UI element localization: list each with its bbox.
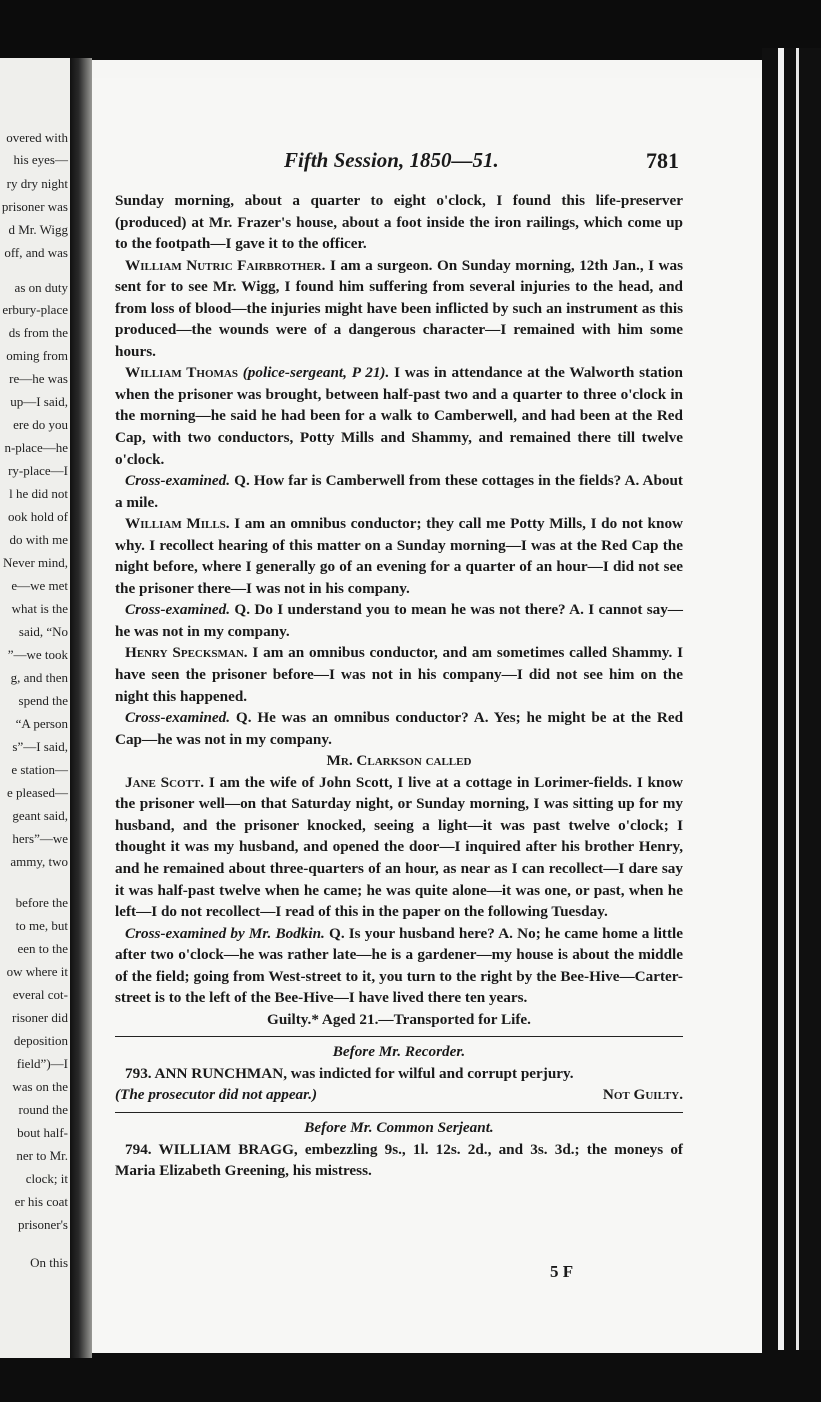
left-page-text: erbury-place <box>2 302 68 317</box>
left-page-text: deposition <box>13 1033 68 1048</box>
left-page-text: risoner did <box>12 1010 68 1025</box>
case-note: (The prosecutor did not appear.) <box>115 1086 318 1104</box>
left-page-text: een to the <box>17 941 68 956</box>
left-page-text: before the <box>15 895 68 910</box>
left-page-text: e station— <box>11 762 68 777</box>
left-page-text: ner to Mr. <box>16 1148 68 1163</box>
court-heading: Before Mr. Common Serjeant. <box>304 1118 494 1136</box>
left-page-text: up—I said, <box>10 394 68 409</box>
left-page-text: oming from <box>6 348 68 363</box>
left-page-text: e—we met <box>11 578 68 593</box>
paragraph: William Nutric Fairbrother. I am a surgeon. On Sunday morning, 12th Jan., I was sent for to see Mr. Wigg, I found him suffering from several injuries to the head, and from loss of blood—the injuries might have been inflicted by such an instrument as this produced—the wounds were of a dangerous character—I remained with him some hours. <box>115 256 684 360</box>
court-heading: Before Mr. Recorder. <box>332 1043 466 1061</box>
paragraph: William Thomas (police-sergeant, P 21). I was in attendance at the Walworth station when the prisoner was brought, between half-past two and a quarter to three o'clock in the morning—he said he had been for a walk to Camberwell, and had been at the Red Cap, with two conductors, Potty Mills and Shammy, and remained there till twelve o'clock. <box>115 364 683 468</box>
paragraph: Jane Scott. I am the wife of John Scott, I live at a cottage in Lorimer-fields. I know the prisoner well—on that Saturday night, or Sunday morning, I was sitting up for my husband, and the prisoner knocked, seeing a light—it was past twelve o'clock; I thought it was my husband, and opened the door—I inquired after his brother Henry, and he remained about three-quarters of an hour, as near as I can recollect—I dare say it was half-past twelve when he came; he was quite alone—it was one, or past, when he left—I do not recollect—I read of this in the paper on the following Tuesday. <box>115 773 683 921</box>
left-page-text: to me, but <box>15 918 68 933</box>
left-page-text: ds from the <box>8 325 68 340</box>
page-edge-stripe <box>778 48 784 1358</box>
witness-name: William Thomas <box>125 364 238 382</box>
scan-border-right <box>762 48 821 1358</box>
left-page-text: g, and then <box>10 670 68 685</box>
cross-label: Cross-examined. <box>125 709 231 727</box>
page-header <box>0 148 821 178</box>
left-page-text: re—he was <box>9 371 68 386</box>
scan-border-bottom <box>0 1350 821 1402</box>
verdict-line: Guilty.* Aged 21.—Transported for Life. <box>267 1010 531 1028</box>
left-page-text: overed with <box>6 130 68 145</box>
cross-label: Cross-examined. <box>125 472 231 490</box>
left-page-text: bout half- <box>17 1125 68 1140</box>
witness-name: Jane Scott. <box>125 773 205 791</box>
paragraph: Sunday morning, about a quarter to eight o'clock, I found this life-preserver (produced) at Mr. Frazer's house, about a foot inside the iron railings, which come up to the footpath—I gave it to the officer. <box>115 192 683 253</box>
left-page-text: Never mind, <box>3 555 68 570</box>
paragraph: Cross-examined by Mr. Bodkin. Q. Is your husband here? A. No; he came home a little after two o'clock—he was rather late—he is a gardener—my house is about the middle of the field; going from West-street to it, you turn to the right by the Bee-Hive—Carter-street is to the left of the Bee-Hive—I have lived there ten years. <box>115 924 684 1007</box>
page-body <box>115 190 683 1182</box>
left-page-text: clock; it <box>25 1171 68 1186</box>
witness-name: Henry Specksman. <box>125 644 248 662</box>
cross-label: Cross-examined by Mr. Bodkin. <box>125 924 325 942</box>
paragraph: William Mills. I am an omnibus conductor; they call me Potty Mills, I do not know why. I recollect hearing of this matter on a Sunday morning—I was at the Red Cap the night before, where I generally go of an evening for a quarter of an hour—I did not see the prisoner there—I was not in his company. <box>115 515 684 597</box>
left-page-text: as on duty <box>14 280 68 295</box>
left-page-text: said, “No <box>18 624 68 639</box>
left-page-text: ere do you <box>13 417 68 432</box>
left-page-text: ook hold of <box>8 509 68 524</box>
left-page-text: his eyes— <box>13 152 68 167</box>
left-page-text: ow where it <box>6 964 68 979</box>
case-entry: 794. WILLIAM BRAGG, embezzling 9s., 1l. 12s. 2d., and 3s. 3d.; the moneys of Maria Elizabeth Greening, his mistress. <box>115 1140 683 1180</box>
left-page-text: s”—I said, <box>12 739 68 754</box>
left-page-text: spend the <box>18 693 68 708</box>
witness-name: William Nutric Fairbrother. <box>125 256 326 274</box>
left-page-text: ry dry night <box>6 176 68 191</box>
section-rule <box>115 1112 683 1113</box>
left-page-text: n-place—he <box>4 440 68 455</box>
left-page-text: prisoner was <box>1 199 68 214</box>
paragraph: Cross-examined. Q. He was an omnibus conductor? A. Yes; he might be at the Red Cap—he was not in my company. <box>115 709 684 748</box>
left-page-text: do with me <box>9 532 68 547</box>
left-page-text: prisoner's <box>17 1217 68 1232</box>
case-note-row <box>115 1084 683 1106</box>
left-page-text: geant said, <box>12 808 68 823</box>
left-page-text: what is the <box>11 601 68 616</box>
left-page-text: field”)—I <box>16 1056 68 1071</box>
left-page-text: was on the <box>12 1079 68 1094</box>
left-page-text: ammy, two <box>10 854 68 869</box>
page-number: 781 <box>646 148 679 173</box>
left-page-text: everal cot- <box>12 987 68 1002</box>
left-page-text: round the <box>18 1102 68 1117</box>
section-rule <box>115 1036 683 1037</box>
left-page-text: e pleased— <box>6 785 68 800</box>
case-entry: 793. ANN RUNCHMAN, was indicted for wilful and corrupt perjury. <box>125 1064 574 1082</box>
left-page-text: er his coat <box>14 1194 68 1209</box>
left-page-text: l he did not <box>9 486 68 501</box>
left-page-text: off, and was <box>4 245 68 260</box>
left-page-text: hers”—we <box>12 831 68 846</box>
scan-border-top <box>0 0 821 60</box>
called-heading: Mr. Clarkson called <box>326 752 472 770</box>
left-page-text: On this <box>30 1255 68 1270</box>
witness-name: William Mills. <box>125 515 230 533</box>
left-page-text: ”—we took <box>7 647 68 662</box>
paragraph: Henry Specksman. I am an omnibus conductor, and am sometimes called Shammy. I have seen the prisoner before—I was not in his company—I did not see him on the night this happened. <box>115 644 683 705</box>
paragraph: Cross-examined. Q. Do I understand you to mean he was not there? A. I cannot say—he was not in my company. <box>115 601 683 640</box>
book-gutter <box>70 58 92 1358</box>
left-page-text: d Mr. Wigg <box>8 222 68 237</box>
cross-label: Cross-examined. <box>125 601 231 619</box>
case-verdict: Not Guilty. <box>602 1086 683 1104</box>
session-title: Fifth Session, 1850—51. <box>284 148 499 172</box>
paragraph: Cross-examined. Q. How far is Camberwell from these cottages in the fields? A. About a mile. <box>115 472 683 511</box>
left-page-text: “A person <box>15 716 68 731</box>
left-page-fragment <box>0 58 74 1358</box>
signature-mark: 5 F <box>550 1262 574 1281</box>
page-edge-stripe-2 <box>796 48 799 1358</box>
left-page-text: ry-place—I <box>8 463 68 478</box>
